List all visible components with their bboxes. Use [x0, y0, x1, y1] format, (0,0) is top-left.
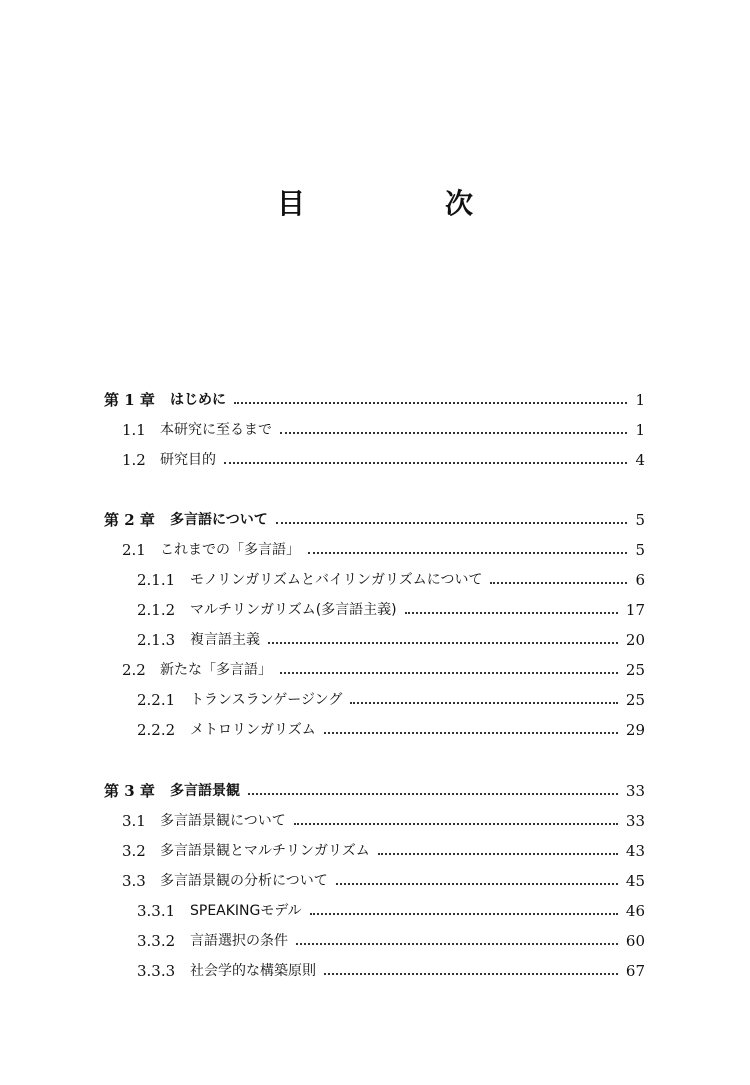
toc-dot-leader — [280, 672, 618, 674]
toc-entry[interactable] — [0, 448, 750, 472]
toc-label: これまでの「多言語」 — [160, 542, 300, 558]
toc-dot-leader — [276, 522, 627, 524]
toc-entry[interactable] — [0, 718, 750, 742]
toc-number: 2.2.1 — [137, 691, 176, 709]
toc-dot-leader — [308, 552, 627, 554]
toc-entry[interactable] — [0, 508, 750, 532]
toc-label: SPEAKINGモデル — [190, 903, 302, 919]
toc-entry[interactable] — [0, 899, 750, 923]
toc-page-number: 4 — [635, 451, 645, 469]
toc-number: 3.2 — [122, 842, 146, 860]
toc-label: マルチリンガリズム(多言語主義) — [190, 602, 397, 618]
toc-dot-leader — [336, 883, 618, 885]
toc-page-number: 25 — [625, 661, 645, 679]
toc-page-number: 5 — [635, 511, 645, 529]
toc-dot-leader — [268, 642, 618, 644]
toc-label: 多言語景観とマルチリンガリズム — [160, 843, 370, 859]
toc-page-number: 6 — [635, 571, 645, 589]
toc-entry[interactable] — [0, 959, 750, 983]
toc-dot-leader — [296, 943, 618, 945]
toc-label: モノリンガリズムとバイリンガリズムについて — [190, 572, 483, 588]
toc-number: 2.2 — [122, 661, 146, 679]
toc-entry[interactable] — [0, 388, 750, 412]
toc-entry[interactable] — [0, 598, 750, 622]
toc-dot-leader — [294, 823, 618, 825]
toc-entry[interactable] — [0, 839, 750, 863]
toc-page-number: 17 — [625, 601, 645, 619]
toc-entry[interactable] — [0, 809, 750, 833]
toc-number: 3.3.3 — [137, 962, 176, 980]
toc-entry[interactable] — [0, 538, 750, 562]
toc-page-number: 5 — [635, 541, 645, 559]
toc-label: 複言語主義 — [190, 632, 260, 648]
toc-dot-leader — [378, 853, 618, 855]
toc-page-number: 46 — [625, 902, 645, 920]
toc-entry[interactable] — [0, 688, 750, 712]
toc-label: 研究目的 — [160, 452, 216, 468]
toc-dot-leader — [310, 913, 618, 915]
toc-dot-leader — [324, 732, 618, 734]
toc-label: 本研究に至るまで — [160, 422, 272, 438]
toc-number: 2.1 — [122, 541, 146, 559]
toc-dot-leader — [234, 402, 627, 404]
toc-number: 3.1 — [122, 812, 146, 830]
toc-dot-leader — [350, 702, 618, 704]
toc-label: 多言語景観の分析について — [160, 873, 328, 889]
toc-page-number: 33 — [625, 812, 645, 830]
toc-entry[interactable] — [0, 869, 750, 893]
toc-number: 1.2 — [122, 451, 146, 469]
toc-label: はじめに — [170, 392, 226, 408]
toc-entry[interactable] — [0, 568, 750, 592]
toc-dot-leader — [248, 793, 618, 795]
toc-page-number: 20 — [625, 631, 645, 649]
toc-label: 社会学的な構築原則 — [190, 963, 316, 979]
toc-number: 2.1.1 — [137, 571, 176, 589]
toc-page-number: 25 — [625, 691, 645, 709]
toc-entry[interactable] — [0, 418, 750, 442]
toc-entry[interactable] — [0, 779, 750, 803]
toc-entry[interactable] — [0, 628, 750, 652]
toc-dot-leader — [224, 462, 627, 464]
toc-dot-leader — [324, 973, 618, 975]
toc-entry[interactable] — [0, 658, 750, 682]
page-title: 目 次 — [276, 187, 529, 220]
toc-number: 第 2 章 — [104, 511, 155, 529]
toc-page-number: 43 — [625, 842, 645, 860]
toc-entry[interactable] — [0, 929, 750, 953]
toc-page-number: 45 — [625, 872, 645, 890]
toc-label: 多言語景観について — [160, 813, 286, 829]
toc-number: 第 3 章 — [104, 782, 155, 800]
toc-page-number: 33 — [625, 782, 645, 800]
toc-label: 多言語について — [170, 512, 268, 528]
toc-page-number: 29 — [625, 721, 645, 739]
toc-label: 言語選択の条件 — [190, 933, 288, 949]
toc-dot-leader — [280, 432, 627, 434]
toc-page-number: 60 — [625, 932, 645, 950]
toc-page-number: 67 — [625, 962, 645, 980]
toc-dot-leader — [405, 612, 618, 614]
toc-page-number: 1 — [635, 421, 645, 439]
toc-number: 2.1.2 — [137, 601, 176, 619]
toc-number: 3.3 — [122, 872, 146, 890]
toc-number: 1.1 — [122, 421, 146, 439]
toc-page-number: 1 — [635, 391, 645, 409]
toc-number: 2.1.3 — [137, 631, 176, 649]
toc-label: トランスランゲージング — [190, 692, 343, 708]
toc-label: メトロリンガリズム — [190, 722, 316, 738]
toc-dot-leader — [490, 582, 627, 584]
toc-label: 新たな「多言語」 — [160, 662, 272, 678]
toc-label: 多言語景観 — [170, 783, 240, 799]
toc-number: 3.3.2 — [137, 932, 176, 950]
toc-number: 3.3.1 — [137, 902, 176, 920]
toc-number: 第 1 章 — [104, 391, 155, 409]
toc-number: 2.2.2 — [137, 721, 176, 739]
